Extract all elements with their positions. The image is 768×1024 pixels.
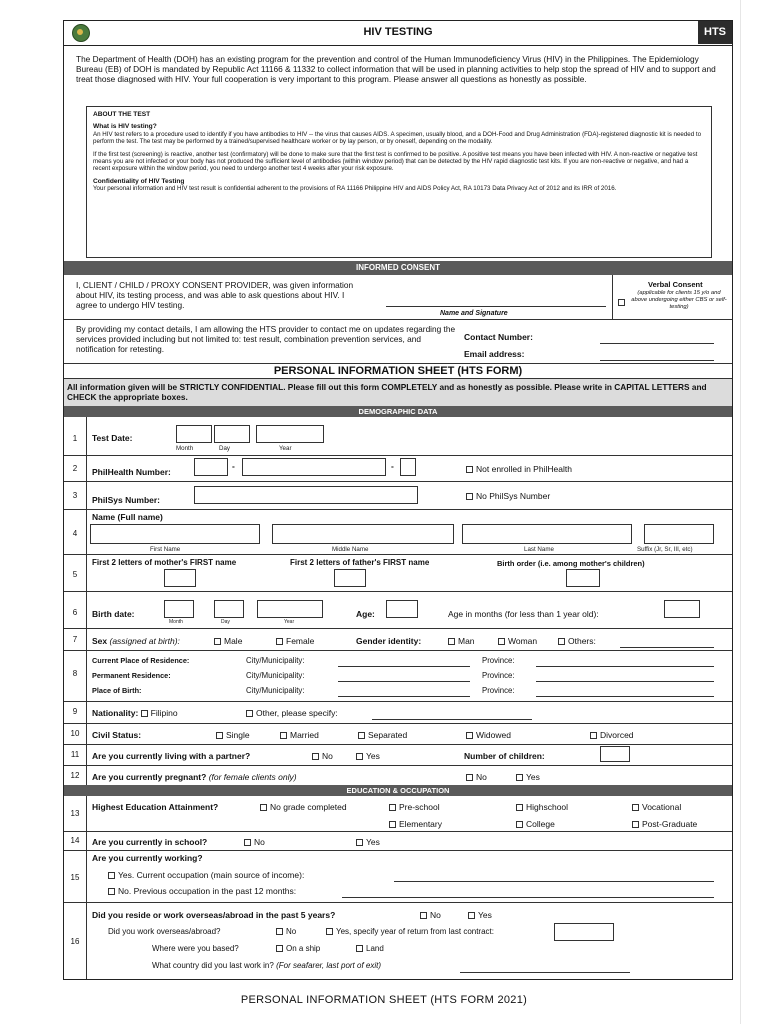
birth-date-label: Birth date: [92,609,135,619]
city-label: City/Municipality: [246,671,305,680]
birth-date-year[interactable] [257,600,323,618]
about-the-test-box [86,106,712,258]
divider [64,591,732,592]
row-number: 1 [72,434,78,443]
philhealth-part1[interactable] [194,458,228,476]
row-number: 12 [70,771,80,780]
signature-label: Name and Signature [440,310,508,317]
age-field[interactable] [386,600,418,618]
divider [64,363,732,364]
pregnant-note: (for female clients only) [208,772,297,782]
test-date-label: Test Date: [92,433,133,443]
pregnant-question-text: Are you currently pregnant? [92,772,207,782]
intro-paragraph: The Department of Health (DOH) has an existing program for the prevention and control of the Human Immunodeficiency Virus (HIV) in the Philippines. The Epidemiology Bureau (EB) of DOH is mandated by Republic Act 11166 & 11332 to collect information that will be used in planning activities to help stop the spread of HIV and to support and treat those diagnosed with HIV. Your full cooperation is very important to this program. Please answer all questions as honestly as possible. [76,54,716,84]
signature-line[interactable] [386,306,606,307]
last-name-caption: Last Name [524,546,554,553]
row-number-column [64,796,87,979]
consent-divider [612,275,614,319]
birth-city-field[interactable] [338,696,470,697]
married-checkbox[interactable]: Married [280,730,319,740]
current-city-field[interactable] [338,666,470,667]
about-p1: An HIV test refers to a procedure used to identify if you have antibodies to HIV -- the virus that causes AIDS. A specimen, usually blood, and a DOH-Food and Drug Administration (FDA)-registered diagnostic kit is needed to perform the test. The test may be performed by a trained/supervised healthcare worker or by lay person, or by oneself, depending on the modality. [93,130,702,146]
children-label: Number of children: [464,751,545,761]
separated-checkbox[interactable]: Separated [358,730,407,740]
male-checkbox[interactable]: Male [214,636,242,646]
last-name-field[interactable] [462,524,632,544]
children-field[interactable] [600,746,630,762]
divider [64,765,732,766]
work-overseas-question: Did you work overseas/abroad? [108,927,221,936]
overseas-yes-checkbox[interactable]: Yes [468,910,492,920]
no-philsys-checkbox[interactable]: No PhilSys Number [466,491,550,501]
age-label: Age: [356,609,375,619]
row-number: 9 [72,707,78,716]
dash: - [232,461,235,471]
school-no-checkbox[interactable]: No [244,837,265,847]
birth-order-label: Birth order (i.e. among mother's children) [497,559,645,568]
divider [64,481,732,482]
month-caption: Month [176,445,194,452]
row-number: 3 [72,491,78,500]
row-number: 13 [70,809,80,818]
contact-number-label: Contact Number: [464,332,533,342]
mother-initials-field[interactable] [164,569,196,587]
pregnant-no-checkbox[interactable]: No [466,772,487,782]
sex-label [92,636,180,646]
partner-yes-checkbox[interactable]: Yes [356,751,380,761]
middle-name-field[interactable] [272,524,454,544]
about-title: ABOUT THE TEST [93,111,151,118]
school-yes-checkbox[interactable]: Yes [356,837,380,847]
pis-instruction: All information given will be STRICTLY CONFIDENTIAL. Please fill out this form COMPLETELY and as honestly as possible. Please write in CAPITAL LETTERS and CHECK the appropriate boxes. [67,382,707,402]
philsys-field[interactable] [194,486,418,504]
not-enrolled-checkbox[interactable]: Not enrolled in PhilHealth [466,464,572,474]
country-question-text: What country did you last work in? [152,961,274,970]
place-of-birth-label: Place of Birth: [92,686,142,695]
civil-status-label: Civil Status: [92,730,142,740]
divorced-checkbox[interactable]: Divorced [590,730,634,740]
postgrad-checkbox[interactable]: Post-Graduate [632,819,697,829]
contact-consent-text: By providing my contact details, I am allowing the HTS provider to contact me on updates regarding the services provided including but not limited to: test result, combination prevention services, and notification for retesting. [76,324,456,354]
informed-consent-bar: INFORMED CONSENT [64,261,732,275]
divider [64,850,732,851]
row-number: 7 [72,635,78,644]
about-p2: If the first test (screening) is reactive, another test (confirmatory) will be done to make sure that the first test is confirmed to be positive. A positive test means you have been infected with HIV. A non-reactive or negative test means you are not infected or your body has not produced the sufficient level of antibodies (within window period) that can be detected by the HIV rapid diagnostic test kits. If you are non-reactive or negative, and had a recent exposure within the window period, you need to undergo another test 4 weeks after your risk exposure. [93,150,698,173]
row-number: 10 [70,729,80,738]
nationality-label: Nationality: [92,708,139,718]
birth-date-month[interactable] [164,600,194,618]
day-caption: Day [219,445,231,452]
consent-text: I, CLIENT / CHILD / PROXY CONSENT PROVIDER, was given information about HIV, its testing process, and was able to ask questions about HIV. I agree to undergo HIV testing. [76,280,354,310]
form-footer: PERSONAL INFORMATION SHEET (HTS FORM 2021) [240,994,528,1006]
philsys-label: PhilSys Number: [92,495,161,505]
sex-note: (assigned at birth): [109,636,180,646]
suffix-caption: Suffix (Jr, Sr, III, etc) [637,546,693,553]
highschool-checkbox[interactable]: Highschool [516,802,568,812]
age-months-label: Age in months (for less than 1 year old): [448,609,599,619]
nationality-row [92,708,178,718]
province-label: Province: [482,656,515,665]
country-question [152,961,381,970]
mother-initials-label: First 2 letters of mother's FIRST name [92,558,237,567]
birth-date-day[interactable] [214,600,244,618]
land-checkbox[interactable]: Land [356,944,384,953]
contact-number-field[interactable] [600,343,714,344]
preschool-checkbox[interactable]: Pre-school [389,802,440,812]
female-checkbox[interactable]: Female [276,636,314,646]
current-province-field[interactable] [536,666,714,667]
working-yes-checkbox[interactable]: Yes. Current occupation (main source of income): [108,870,304,880]
woman-checkbox[interactable]: Woman [498,636,537,646]
overseas-no-checkbox[interactable]: No [420,910,441,920]
row-number: 15 [70,873,80,882]
single-checkbox[interactable]: Single [216,730,250,740]
philhealth-label: PhilHealth Number: [92,467,171,477]
pregnant-yes-checkbox[interactable]: Yes [516,772,540,782]
man-checkbox[interactable]: Man [448,636,475,646]
year-caption: Year [279,445,292,452]
gender-identity-label: Gender identity: [356,636,422,646]
working-no-checkbox[interactable]: No. Previous occupation in the past 12 months: [108,886,296,896]
divider [64,319,732,320]
divider [64,628,732,629]
city-label: City/Municipality: [246,686,305,695]
province-label: Province: [482,671,515,680]
working-question: Are you currently working? [92,853,203,863]
row-number: 4 [72,529,78,538]
first-name-caption: First Name [150,546,181,553]
page-edge [740,0,741,1024]
verbal-consent-title: Verbal Consent [648,280,703,289]
school-question: Are you currently in school? [92,837,208,847]
philhealth-part3[interactable] [400,458,416,476]
verbal-consent-checkbox[interactable] [618,297,628,307]
suffix-field[interactable] [644,524,714,544]
pis-title: PERSONAL INFORMATION SHEET (HTS FORM) [273,365,523,377]
permanent-province-field[interactable] [536,681,714,682]
row-number: 5 [72,570,78,579]
vocational-checkbox[interactable]: Vocational [632,802,681,812]
divider [64,831,732,832]
demographic-bar: DEMOGRAPHIC DATA [64,406,732,417]
current-residence-label: Current Place of Residence: [92,656,190,665]
work-overseas-yes-checkbox[interactable]: Yes, specify year of return from last contract: [326,927,494,936]
divider [64,554,732,555]
day-caption: Day [221,619,230,625]
no-grade-checkbox[interactable]: No grade completed [260,802,347,812]
father-initials-label: First 2 letters of father's FIRST name [290,558,430,567]
form-title: HIV TESTING [363,26,433,38]
divider [64,744,732,745]
test-date-month[interactable] [176,425,212,443]
divider [64,701,732,702]
full-name-label: Name (Full name) [92,512,163,522]
work-overseas-no-checkbox[interactable]: No [276,927,296,936]
others-field[interactable] [620,647,714,648]
city-label: City/Municipality: [246,656,305,665]
divider [64,509,732,510]
row-number: 8 [72,669,78,678]
row-number: 6 [72,608,78,617]
pregnant-question [92,772,297,782]
ship-checkbox[interactable]: On a ship [276,944,320,953]
row-number: 14 [70,836,80,845]
current-occupation-field[interactable] [394,881,714,882]
where-based-question: Where were you based? [152,944,239,953]
country-field[interactable] [460,972,630,973]
partner-question: Are you currently living with a partner? [92,751,251,761]
month-caption: Month [169,619,183,625]
permanent-residence-label: Permanent Residence: [92,671,171,680]
first-name-field[interactable] [90,524,260,544]
middle-name-caption: Middle Name [332,546,369,553]
college-checkbox[interactable]: College [516,819,555,829]
elementary-checkbox[interactable]: Elementary [389,819,442,829]
divider [64,650,732,651]
email-field[interactable] [600,360,714,361]
about-q1: What is HIV testing? [93,123,157,131]
widowed-checkbox[interactable]: Widowed [466,730,511,740]
filipino-checkbox[interactable]: Filipino [141,708,178,718]
divider [64,723,732,724]
year-caption: Year [284,619,295,625]
divider [64,902,732,903]
others-checkbox[interactable]: Others: [558,636,596,646]
verbal-consent-note: (applicable for clients 15 y/o and above undergoing either CBS or self-testing) [631,290,727,310]
education-bar: EDUCATION & OCCUPATION [64,785,732,796]
test-date-year[interactable] [256,425,324,443]
permanent-city-field[interactable] [338,681,470,682]
overseas-question: Did you reside or work overseas/abroad in the past 5 years? [92,910,336,920]
birth-order-field[interactable] [566,569,600,587]
row-number: 16 [70,937,80,946]
partner-no-checkbox[interactable]: No [312,751,333,761]
form-code-badge: HTS [698,21,732,44]
age-months-field[interactable] [664,600,700,618]
province-label: Province: [482,686,515,695]
return-year-field[interactable] [554,923,614,941]
hts-form [63,20,733,980]
about-q2: Confidentiality of HIV Testing [93,177,185,185]
birth-province-field[interactable] [536,696,714,697]
previous-occupation-field[interactable] [342,897,714,898]
about-p3: Your personal information and HIV test result is confidential adherent to the provisions of RA 11166 Philippine HIV and AIDS Policy Act, RA 10173 Data Privacy Act of 2012 and its IRR of 2016. [93,185,617,193]
test-date-day[interactable] [214,425,250,443]
father-initials-field[interactable] [334,569,366,587]
country-note: (For seafarer, last port of exit) [276,961,382,970]
row-number: 2 [72,464,78,473]
dash: - [391,461,394,471]
highest-education-label: Highest Education Attainment? [92,802,219,812]
sex-label-text: Sex [92,636,108,646]
row-number: 11 [70,750,80,759]
divider [64,455,732,456]
other-nationality-field[interactable] [372,719,532,720]
other-nationality-checkbox[interactable]: Other, please specify: [246,708,338,718]
email-label: Email address: [464,349,525,359]
philhealth-part2[interactable] [242,458,386,476]
form-header [64,21,732,46]
